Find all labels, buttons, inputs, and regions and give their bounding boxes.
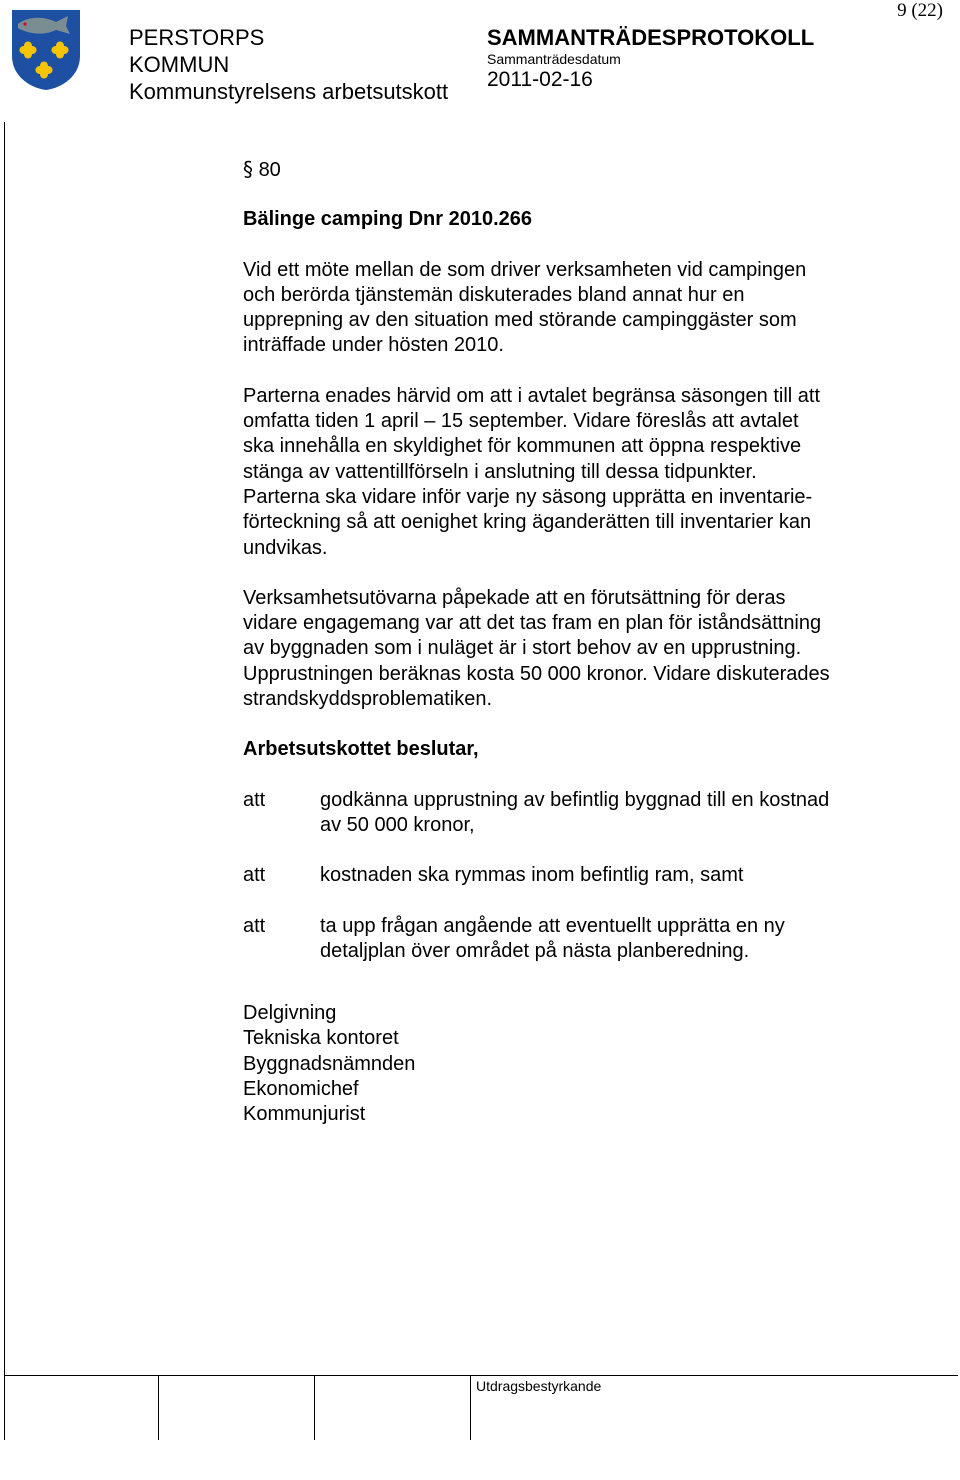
paragraph-line: omfatta tiden 1 april – 15 september. Vidare föreslås att avtalet	[243, 410, 799, 433]
decision-text-line: detaljplan över området på nästa planberedning.	[320, 939, 750, 962]
signature-box-divider	[4, 1376, 5, 1440]
coat-of-arms-icon	[10, 8, 82, 92]
meeting-date-value: 2011-02-16	[487, 68, 593, 91]
distribution-list	[243, 1001, 903, 1127]
paragraph-3	[243, 586, 903, 712]
signature-box-divider	[314, 1376, 315, 1440]
decision-text-line: kostnaden ska rymmas inom befintlig ram, samt	[320, 864, 744, 887]
distribution-heading: Delgivning	[243, 1002, 337, 1025]
paragraph-line: ska innehålla en skyldighet för kommunen att öppna respektive	[243, 435, 802, 458]
section-number-value: 80	[258, 159, 281, 181]
paragraph-line: Verksamhetsutövarna påpekade att en förutsättning för deras	[243, 586, 786, 609]
meeting-date-label: Sammanträdesdatum	[487, 51, 621, 67]
organization-block	[129, 24, 448, 105]
paragraph-line: upprepning av den situation med störande campinggäster som	[243, 309, 797, 332]
paragraph-line: Upprustningen beräknas kosta 50 000 kronor. Vidare diskuterades	[243, 662, 830, 685]
left-margin-rule	[4, 122, 5, 1440]
paragraph-line: Parterna enades härvid om att i avtalet begränsa säsongen till att	[243, 384, 821, 407]
decision-text	[320, 914, 903, 965]
decision-item	[243, 914, 903, 965]
decision-text-line: av 50 000 kronor,	[320, 813, 475, 836]
decision-item	[243, 788, 903, 839]
org-name-line-1: PERSTORPS	[129, 25, 265, 50]
section-number	[243, 157, 903, 183]
paragraph-line: vidare engagemang var att det tas fram en plan för iståndsättning	[243, 612, 822, 635]
decision-text-line: godkänna upprustning av befintlig byggnad till en kostnad	[320, 788, 830, 811]
paragraph-line: av byggnaden som i nuläget är i stort behov av en upprustning.	[243, 637, 802, 660]
decision-keyword: att	[243, 864, 266, 887]
decision-text-line: ta upp frågan angående att eventuellt upprätta en ny	[320, 914, 785, 937]
committee-name: Kommunstyrelsens arbetsutskott	[129, 79, 449, 104]
decision-text	[320, 863, 903, 888]
signature-box-divider	[158, 1376, 159, 1440]
paragraph-line: inträffade under hösten 2010.	[243, 334, 504, 357]
org-name-line-2: KOMMUN	[129, 52, 230, 77]
paragraph-line: och berörda tjänstemän diskuterades bland annat hur en	[243, 283, 745, 306]
page-number: 9 (22)	[897, 0, 943, 21]
footer-rule	[4, 1375, 958, 1376]
paragraph-line: förteckning så att oenighet kring äganderätten till inventarier kan	[243, 511, 812, 534]
document-body	[243, 157, 903, 1128]
distribution-recipient: Byggnadsnämnden	[243, 1052, 416, 1075]
paragraph-line: undvikas.	[243, 536, 328, 559]
distribution-recipient: Kommunjurist	[243, 1103, 366, 1126]
item-title: Bälinge camping Dnr 2010.266	[243, 208, 533, 231]
distribution-recipient: Ekonomichef	[243, 1078, 359, 1101]
paragraph-line: strandskyddsproblematiken.	[243, 688, 493, 711]
decision-text	[320, 788, 903, 839]
paragraph-line: Parterna ska vidare inför varje ny säsong upprätta en inventarie-	[243, 485, 813, 508]
extract-certification-label: Utdragsbestyrkande	[476, 1378, 602, 1394]
paragraph-1	[243, 258, 903, 359]
protocol-title: SAMMANTRÄDESPROTOKOLL	[487, 25, 815, 50]
decision-item	[243, 863, 903, 888]
decision-keyword: att	[243, 788, 266, 811]
section-symbol: §	[243, 157, 253, 181]
decision-keyword: att	[243, 914, 266, 937]
paragraph-line: stänga av vattentillförseln i anslutning till dessa tidpunkter.	[243, 460, 757, 483]
paragraph-line: Vid ett möte mellan de som driver verksamheten vid campingen	[243, 258, 807, 281]
paragraph-2	[243, 384, 903, 561]
decision-heading: Arbetsutskottet beslutar,	[243, 738, 479, 761]
protocol-block	[487, 24, 814, 93]
distribution-recipient: Tekniska kontoret	[243, 1027, 399, 1050]
signature-box-divider	[470, 1376, 471, 1440]
